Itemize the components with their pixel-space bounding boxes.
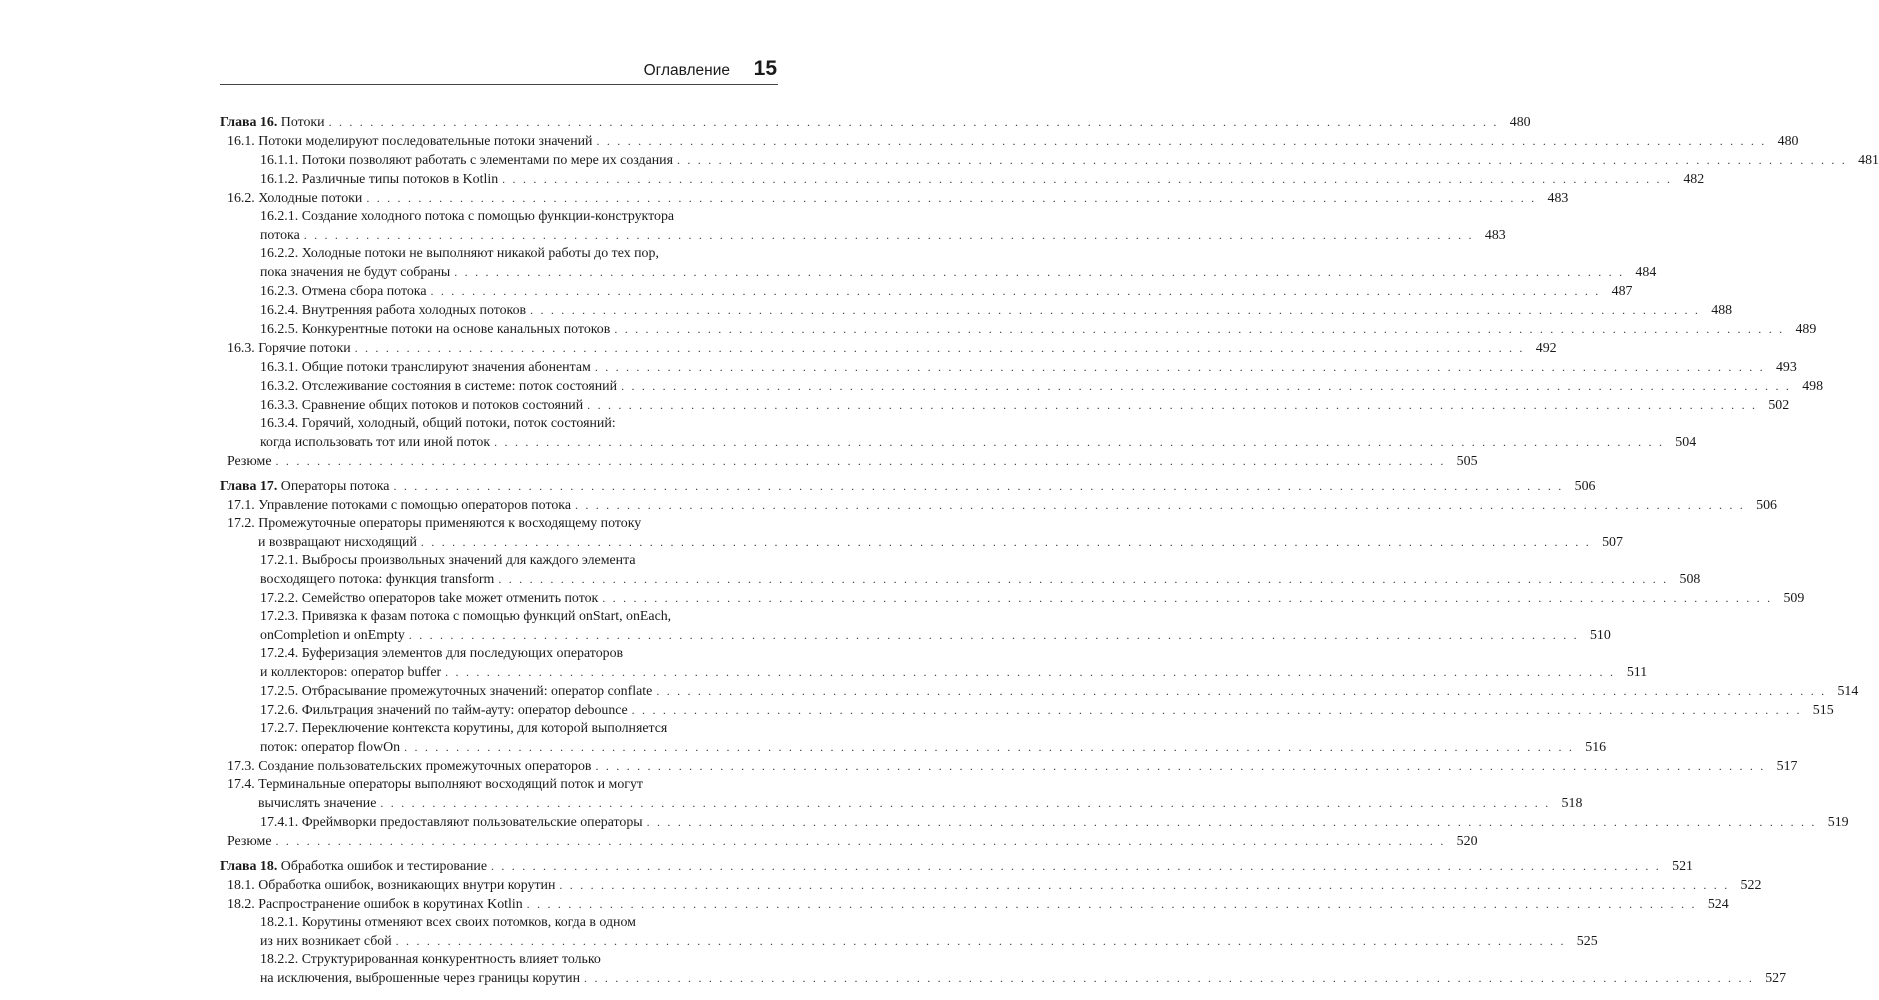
chapter-title: Обработка ошибок и тестирование (280, 859, 487, 874)
toc-entry (220, 813, 1849, 832)
dot-leader: . . . . . . . . . . . . . . . . . . . . . . . . . . . . . . . . . . . . . . . . . . . . . . . . . . . . . . . . . . . . . . . . . . . . . . . . . . . . . . . . . . . . . . . . . . . . . . . . . . . . . . . . . . . . . . . . . (498, 572, 1669, 586)
toc-entry-row (260, 226, 1506, 245)
toc-entry-title (260, 321, 610, 339)
toc-entry-row (260, 320, 1817, 339)
dot-leader: . . . . . . . . . . . . . . . . . . . . . . . . . . . . . . . . . . . . . . . . . . . . . . . . . . . . . . . . . . . . . . . . . . . . . . . . . . . . . . . . . . . . . . . . . . . . . . . . . . . . . . . . . . . . . . . . . (303, 228, 1474, 242)
dot-leader: . . . . . . . . . . . . . . . . . . . . . . . . . . . . . . . . . . . . . . . . . . . . . . . . . . . . . . . . . . . . . . . . . . . . . . . . . . . . . . . . . . . . . . . . . . . . . . . . . . . . . . . . . . . . . . . . . (631, 703, 1802, 717)
toc-entry-title (227, 497, 571, 515)
dot-leader: . . . . . . . . . . . . . . . . . . . . . . . . . . . . . . . . . . . . . . . . . . . . . . . . . . . . . . . . . . . . . . . . . . . . . . . . . . . . . . . . . . . . . . . . . . . . . . . . . . . . . . . . . . . . . . . . . (596, 134, 1767, 148)
toc-entry-line (227, 515, 778, 533)
toc-entry-text: пока значения не будут собраны (260, 265, 451, 280)
toc-page-number: 521 (1672, 859, 1693, 874)
toc-entry-row (260, 932, 1598, 951)
toc-entry-row (260, 813, 1849, 832)
toc-entry-number: 17.2.7. (260, 721, 299, 736)
chapter-label: Глава 18. (220, 859, 278, 874)
toc-page-number: 493 (1775, 360, 1797, 375)
chapter-title: Операторы потока (280, 479, 390, 494)
toc-entry-text: Фреймворки предоставляют пользовательские операторы (301, 815, 643, 830)
toc-page-number: 506 (1756, 498, 1777, 513)
toc-summary (220, 832, 1478, 851)
toc-entry-text: onCompletion и onEmpty (260, 628, 405, 643)
toc-entry (220, 245, 1657, 282)
toc-entry-number: 17.2.5. (260, 684, 299, 699)
toc-entry-number: 17.2. (227, 516, 255, 531)
toc-entry-title-line1: Переключение контекста корутины, для которой выполняется (301, 721, 668, 736)
toc-entry-title (227, 190, 362, 208)
toc-entry-text: Создание пользовательских промежуточных операторов (258, 759, 592, 774)
toc-entry-row (260, 969, 1787, 988)
toc-entry (220, 132, 1799, 151)
dot-leader: . . . . . . . . . . . . . . . . . . . . . . . . . . . . . . . . . . . . . . . . . . . . . . . . . . . . . . . . . . . . . . . . . . . . . . . . . . . . . . . . . . . . . . . . . . . . . . . . . . . . . . . . . . . . . . . . . (594, 360, 1765, 374)
toc-entry-number: 17.4.1. (260, 815, 299, 830)
dot-leader: . . . . . . . . . . . . . . . . . . . . . . . . . . . . . . . . . . . . . . . . . . . . . . . . . . . . . . . . . . . . . . . . . . . . . . . . . . . . . . . . . . . . . . . . . . . . . . . . . . . . . . . . . . . . . . . . . (404, 740, 1575, 754)
toc-entry-title-line1: Буферизация элементов для последующих операторов (301, 646, 624, 661)
toc-entry-line (260, 720, 778, 738)
dot-leader: . . . . . . . . . . . . . . . . . . . . . . . . . . . . . . . . . . . . . . . . . . . . . . . . . . . . . . . . . . . . . . . . . . . . . . . . . . . . . . . . . . . . . . . . . . . . . . . . . . . . . . . . . . . . . . . . . (454, 265, 1625, 279)
toc-entry (220, 320, 1817, 339)
toc-entry-number: 17.3. (227, 759, 255, 774)
toc-entry-title (260, 152, 673, 170)
toc-entry-title (220, 478, 389, 496)
toc-page-number: 508 (1679, 572, 1701, 587)
toc-entry-title (260, 359, 591, 377)
toc-entry-number: 17.1. (227, 498, 255, 513)
toc-entry (220, 339, 1557, 358)
toc-entry-number: 16.2.2. (260, 246, 299, 261)
toc-entry-number: 16.3.4. (260, 416, 299, 431)
dot-leader: . . . . . . . . . . . . . . . . . . . . . . . . . . . . . . . . . . . . . . . . . . . . . . . . . . . . . . . . . . . . . . . . . . . . . . . . . . . . . . . . . . . . . . . . . . . . . . . . . . . . . . . . . . . . . . . . . (408, 628, 1579, 642)
toc-entry-number: 18.1. (227, 878, 255, 893)
toc-entry-row (260, 282, 1633, 301)
toc-page-number: 502 (1768, 398, 1790, 413)
toc-entry-line (260, 552, 778, 570)
toc-entry-title (260, 378, 617, 396)
dot-leader: . . . . . . . . . . . . . . . . . . . . . . . . . . . . . . . . . . . . . . . . . . . . . . . . . . . . . . . . . . . . . . . . . . . . . . . . . . . . . . . . . . . . . . . . . . . . . . . . . . . . . . . . . . . . . . . . . (614, 322, 1785, 336)
page-number: 15 (753, 57, 777, 80)
toc-entry-row (227, 794, 1583, 813)
toc-chapter (220, 857, 1693, 876)
toc-entry-row (227, 496, 1777, 515)
toc-entry-text: Сравнение общих потоков и потоков состояний (301, 398, 584, 413)
toc-chapter (220, 477, 1596, 496)
dot-leader: . . . . . . . . . . . . . . . . . . . . . . . . . . . . . . . . . . . . . . . . . . . . . . . . . . . . . . . . . . . . . . . . . . . . . . . . . . . . . . . . . . . . . . . . . . . . . . . . . . . . . . . . . . . . . . . . . (275, 454, 1446, 468)
dot-leader: . . . . . . . . . . . . . . . . . . . . . . . . . . . . . . . . . . . . . . . . . . . . . . . . . . . . . . . . . . . . . . . . . . . . . . . . . . . . . . . . . . . . . . . . . . . . . . . . . . . . . . . . . . . . . . . . . (494, 435, 1665, 449)
dot-leader: . . . . . . . . . . . . . . . . . . . . . . . . . . . . . . . . . . . . . . . . . . . . . . . . . . . . . . . . . . . . . . . . . . . . . . . . . . . . . . . . . . . . . . . . . . . . . . . . . . . . . . . . . . . . . . . . . (595, 759, 1766, 773)
toc-entry-title (220, 114, 325, 132)
toc-entry (220, 914, 1598, 951)
toc-page-number: 504 (1675, 435, 1697, 450)
toc-page-number: 480 (1509, 115, 1531, 130)
toc-entry-number: 16.2.3. (260, 284, 299, 299)
toc-entry-row (227, 832, 1478, 851)
toc-entry-title-line1: Выбросы произвольных значений для каждого элемента (301, 553, 636, 568)
toc-summary (220, 452, 1478, 471)
toc-entry-text: Фильтрация значений по тайм-ауту: оператор debounce (301, 703, 628, 718)
toc-entry (220, 552, 1701, 589)
toc-entry-number: 16.1. (227, 134, 255, 149)
toc-entry (220, 496, 1777, 515)
toc-entry-text: на исключения, выброшенные через границы корутин (260, 971, 581, 986)
toc-entry-row (260, 396, 1790, 415)
toc-entry-title (260, 739, 400, 757)
toc-entry-line (260, 645, 778, 663)
toc-entry (220, 170, 1705, 189)
toc-page-number: 518 (1561, 796, 1583, 811)
toc-page-number: 525 (1576, 934, 1598, 949)
toc-entry-number: 17.2.4. (260, 646, 299, 661)
toc-entry-text: Обработка ошибок, возникающих внутри корутин (258, 878, 556, 893)
toc-entry-title (220, 858, 487, 876)
toc-entry (220, 189, 1569, 208)
dot-leader: . . . . . . . . . . . . . . . . . . . . . . . . . . . . . . . . . . . . . . . . . . . . . . . . . . . . . . . . . . . . . . . . . . . . . . . . . . . . . . . . . . . . . . . . . . . . . . . . . . . . . . . . . . . . . . . . . (420, 535, 1591, 549)
toc-entry (220, 720, 1607, 757)
toc-entry-title (260, 702, 628, 720)
toc-entry-number: 16.3.3. (260, 398, 299, 413)
table-of-contents (220, 113, 1879, 988)
toc-entry-text: Горячие потоки (258, 341, 351, 356)
toc-entry-title (260, 683, 652, 701)
toc-entry-title (227, 453, 272, 471)
toc-entry-number: 17.2.3. (260, 609, 299, 624)
toc-entry (220, 682, 1859, 701)
toc-entry-row (260, 151, 1879, 170)
toc-entry-title (260, 283, 426, 301)
toc-entry-row (227, 757, 1798, 776)
toc-entry-title-line1: Холодные потоки не выполняют никакой работы до тех пор, (301, 246, 659, 261)
dot-leader: . . . . . . . . . . . . . . . . . . . . . . . . . . . . . . . . . . . . . . . . . . . . . . . . . . . . . . . . . . . . . . . . . . . . . . . . . . . . . . . . . . . . . . . . . . . . . . . . . . . . . . . . . . . . . . . . . (587, 398, 1758, 412)
toc-entry-number: 16.2.1. (260, 209, 299, 224)
toc-entry-row (260, 663, 1648, 682)
toc-entry (220, 876, 1762, 895)
toc-entry-title-line1: Терминальные операторы выполняют восходящий поток и могут (258, 777, 643, 792)
toc-entry-text: и возвращают нисходящий (258, 535, 417, 550)
toc-entry-text: поток: оператор flowOn (260, 740, 401, 755)
toc-entry-title (227, 877, 555, 895)
toc-entry-title (260, 227, 300, 245)
dot-leader: . . . . . . . . . . . . . . . . . . . . . . . . . . . . . . . . . . . . . . . . . . . . . . . . . . . . . . . . . . . . . . . . . . . . . . . . . . . . . . . . . . . . . . . . . . . . . . . . . . . . . . . . . . . . . . . . . (491, 859, 1661, 873)
toc-entry-row (260, 433, 1697, 452)
toc-entry-number: 17.2.1. (260, 553, 299, 568)
toc-entry-row (227, 452, 1478, 471)
toc-entry-line (260, 914, 778, 932)
toc-entry-text: потока (260, 228, 300, 243)
toc-entry-line (260, 245, 778, 263)
header-rule (220, 84, 778, 85)
toc-entry-line (260, 951, 778, 969)
toc-page-number: 492 (1535, 341, 1557, 356)
dot-leader: . . . . . . . . . . . . . . . . . . . . . . . . . . . . . . . . . . . . . . . . . . . . . . . . . . . . . . . . . . . . . . . . . . . . . . . . . . . . . . . . . . . . . . . . . . . . . . . . . . . . . . . . . . . . . . . . . (559, 878, 1730, 892)
toc-page-number: 524 (1707, 897, 1729, 912)
dot-leader: . . . . . . . . . . . . . . . . . . . . . . . . . . . . . . . . . . . . . . . . . . . . . . . . . . . . . . . . . . . . . . . . . . . . . . . . . . . . . . . . . . . . . . . . . . . . . . . . . . . . . . . . . . . . . . . . . (393, 479, 1564, 493)
toc-entry (220, 776, 1583, 813)
toc-entry (220, 415, 1697, 452)
header-title: Оглавление (643, 62, 730, 79)
dot-leader: . . . . . . . . . . . . . . . . . . . . . . . . . . . . . . . . . . . . . . . . . . . . . . . . . . . . . . . . . . . . . . . . . . . . . . . . . . . . . . . . . . . . . . . . . . . . . . . . . . . . . . . . . . . . . . . . . (395, 934, 1566, 948)
toc-entry-text: Управление потоками с помощью операторов потока (258, 498, 571, 513)
toc-entry (220, 358, 1797, 377)
toc-entry-number: 16.2.5. (260, 322, 299, 337)
toc-entry-text: Конкурентные потоки на основе канальных потоков (301, 322, 611, 337)
toc-entry-row (260, 358, 1797, 377)
toc-entry (220, 377, 1824, 396)
toc-entry-title-line1: Промежуточные операторы применяются к восходящему потоку (258, 516, 642, 531)
toc-entry-row (260, 377, 1824, 396)
toc-entry-title (260, 970, 580, 988)
toc-entry-number: 17.2.6. (260, 703, 299, 718)
toc-entry-number: 16.3.1. (260, 360, 299, 375)
toc-entry-title-line1: Горячий, холодный, общий потоки, поток состояний: (301, 416, 616, 431)
toc-entry-text: из них возникает сбой (260, 934, 392, 949)
toc-entry-text: Семейство операторов take может отменить поток (301, 591, 599, 606)
toc-entry-row (227, 876, 1762, 895)
toc-page-number: 483 (1484, 228, 1506, 243)
toc-page-number: 514 (1837, 684, 1859, 699)
toc-entry-title (258, 534, 417, 552)
chapter-title: Потоки (280, 115, 325, 130)
toc-entry-text: Распространение ошибок в корутинах Kotlin (258, 897, 523, 912)
toc-entry-number: 18.2.1. (260, 915, 299, 930)
toc-entry-title (260, 664, 441, 682)
toc-entry-title (227, 758, 592, 776)
dot-leader: . . . . . . . . . . . . . . . . . . . . . . . . . . . . . . . . . . . . . . . . . . . . . . . . . . . . . . . . . . . . . . . . . . . . . . . . . . . . . . . . . . . . . . . . . . . . . . . . . . . . . . . . . . . . . . . . . (445, 665, 1616, 679)
toc-entry-title (227, 833, 272, 851)
dot-leader: . . . . . . . . . . . . . . . . . . . . . . . . . . . . . . . . . . . . . . . . . . . . . . . . . . . . . . . . . . . . . . . . . . . . . . . . . . . . . . . . . . . . . . . . . . . . . . . . . . . . . . . . . . . . . . . . . (621, 379, 1792, 393)
toc-entry-text: Отмена сбора потока (301, 284, 427, 299)
toc-page-number: 489 (1795, 322, 1817, 337)
dot-leader: . . . . . . . . . . . . . . . . . . . . . . . . . . . . . . . . . . . . . . . . . . . . . . . . . . . . . . . . . . . . . . . . . . . . . . . . . . . . . . . . . . . . . . . . . . . . . . . . . . . . . . . . . . . . . . . . . (677, 153, 1847, 167)
toc-entry-row (260, 682, 1859, 701)
toc-page-number: 522 (1740, 878, 1762, 893)
toc-page-number: 488 (1711, 303, 1733, 318)
toc-page-number: 482 (1683, 172, 1705, 187)
dot-leader: . . . . . . . . . . . . . . . . . . . . . . . . . . . . . . . . . . . . . . . . . . . . . . . . . . . . . . . . . . . . . . . . . . . . . . . . . . . . . . . . . . . . . . . . . . . . . . . . . . . . . . . . . . . . . . . . . (646, 815, 1817, 829)
dot-leader: . . . . . . . . . . . . . . . . . . . . . . . . . . . . . . . . . . . . . . . . . . . . . . . . . . . . . . . . . . . . . . . . . . . . . . . . . . . . . . . . . . . . . . . . . . . . . . . . . . . . . . . . . . . . . . . . . (656, 684, 1827, 698)
toc-entry (220, 208, 1506, 245)
toc-entry (220, 757, 1798, 776)
toc-entry-number: 18.2. (227, 897, 255, 912)
toc-entry-text: Резюме (227, 454, 272, 469)
toc-entry-title (227, 896, 523, 914)
toc-entry-row (260, 170, 1705, 189)
toc-entry-title (260, 933, 392, 951)
toc-entry-title (258, 795, 376, 813)
dot-leader: . . . . . . . . . . . . . . . . . . . . . . . . . . . . . . . . . . . . . . . . . . . . . . . . . . . . . . . . . . . . . . . . . . . . . . . . . . . . . . . . . . . . . . . . . . . . . . . . . . . . . . . . . . . . . . . . . (526, 897, 1697, 911)
toc-entry (220, 301, 1733, 320)
toc-entry-number: 16.3.2. (260, 379, 299, 394)
toc-page-number: 506 (1574, 479, 1596, 494)
toc-entry-row (260, 626, 1611, 645)
chapter-label: Глава 16. (220, 115, 278, 130)
toc-page-number: 480 (1777, 134, 1799, 149)
toc-entry-title (227, 340, 351, 358)
toc-entry-row (260, 589, 1805, 608)
toc-entry-text: Внутренняя работа холодных потоков (301, 303, 527, 318)
toc-entry-row (260, 263, 1657, 282)
toc-entry-row (220, 477, 1596, 496)
toc-entry-number: 16.1.1. (260, 153, 299, 168)
toc-page-number: 481 (1858, 153, 1879, 168)
dot-leader: . . . . . . . . . . . . . . . . . . . . . . . . . . . . . . . . . . . . . . . . . . . . . . . . . . . . . . . . . . . . . . . . . . . . . . . . . . . . . . . . . . . . . . . . . . . . . . . . . . . . . . . . . . . . . . . . . (602, 591, 1773, 605)
toc-page-number: 510 (1589, 628, 1611, 643)
toc-page-number: 487 (1611, 284, 1633, 299)
toc-chapter (220, 113, 1531, 132)
toc-entry-row (260, 301, 1733, 320)
toc-page-number: 498 (1802, 379, 1824, 394)
toc-entry-text: Общие потоки транслируют значения абонентам (301, 360, 591, 375)
toc-entry-number: 16.3. (227, 341, 255, 356)
toc-entry-title-line1: Создание холодного потока с помощью функции-конструктора (301, 209, 675, 224)
toc-entry-text: Различные типы потоков в Kotlin (301, 172, 499, 187)
dot-leader: . . . . . . . . . . . . . . . . . . . . . . . . . . . . . . . . . . . . . . . . . . . . . . . . . . . . . . . . . . . . . . . . . . . . . . . . . . . . . . . . . . . . . . . . . . . . . . . . . . . . . . . . . . . . . . . . . (430, 284, 1601, 298)
toc-entry-text: вычислять значение (258, 796, 377, 811)
toc-entry-line (260, 415, 778, 433)
toc-entry-row (227, 533, 1623, 552)
toc-entry-title (260, 590, 598, 608)
toc-entry-number: 18.2.2. (260, 952, 299, 967)
toc-entry (220, 895, 1729, 914)
dot-leader: . . . . . . . . . . . . . . . . . . . . . . . . . . . . . . . . . . . . . . . . . . . . . . . . . . . . . . . . . . . . . . . . . . . . . . . . . . . . . . . . . . . . . . . . . . . . . . . . . . . . . . . . . . . . . . . . . (328, 115, 1499, 129)
toc-entry (220, 396, 1790, 415)
toc-entry-title (260, 171, 498, 189)
toc-entry (220, 701, 1834, 720)
toc-entry-text: Холодные потоки (258, 191, 363, 206)
toc-entry-title-line1: Корутины отменяют всех своих потомков, когда в одном (301, 915, 636, 930)
toc-entry-row (220, 857, 1693, 876)
dot-leader: . . . . . . . . . . . . . . . . . . . . . . . . . . . . . . . . . . . . . . . . . . . . . . . . . . . . . . . . . . . . . . . . . . . . . . . . . . . . . . . . . . . . . . . . . . . . . . . . . . . . . . . . . . . . . . . . . (574, 498, 1745, 512)
toc-entry-text: Отслеживание состояния в системе: поток состояний (301, 379, 618, 394)
toc-entry (220, 151, 1879, 170)
toc-entry-title (260, 397, 583, 415)
toc-page-number: 507 (1602, 535, 1623, 550)
toc-page-number: 511 (1626, 665, 1648, 680)
toc-entry-title-line1: Структурированная конкурентность влияет только (301, 952, 601, 967)
toc-entry-row (227, 895, 1729, 914)
toc-page-number: 509 (1783, 591, 1805, 606)
toc-entry-number: 16.1.2. (260, 172, 299, 187)
toc-entry-row (227, 339, 1557, 358)
toc-page-number: 527 (1765, 971, 1787, 986)
toc-entry-row (227, 189, 1569, 208)
toc-entry-text: Резюме (227, 834, 272, 849)
toc-entry-title (260, 571, 494, 589)
dot-leader: . . . . . . . . . . . . . . . . . . . . . . . . . . . . . . . . . . . . . . . . . . . . . . . . . . . . . . . . . . . . . . . . . . . . . . . . . . . . . . . . . . . . . . . . . . . . . . . . . . . . . . . . . . . . . . . . . (530, 303, 1701, 317)
toc-page-number: 520 (1456, 834, 1478, 849)
toc-entry-title (260, 264, 450, 282)
toc-page-number: 517 (1776, 759, 1798, 774)
toc-page-number: 505 (1456, 454, 1478, 469)
toc-page-number: 484 (1635, 265, 1657, 280)
dot-leader: . . . . . . . . . . . . . . . . . . . . . . . . . . . . . . . . . . . . . . . . . . . . . . . . . . . . . . . . . . . . . . . . . . . . . . . . . . . . . . . . . . . . . . . . . . . . . . . . . . . . . . . . . . . . . . . . . (584, 971, 1755, 985)
toc-entry-row (220, 113, 1531, 132)
running-header (220, 58, 778, 84)
toc-entry-text: и коллекторов: оператор buffer (260, 665, 442, 680)
toc-entry-text: Отбрасывание промежуточных значений: оператор conflate (301, 684, 653, 699)
toc-entry-text: Потоки позволяют работать с элементами по мере их создания (301, 153, 673, 168)
toc-entry (220, 951, 1787, 988)
dot-leader: . . . . . . . . . . . . . . . . . . . . . . . . . . . . . . . . . . . . . . . . . . . . . . . . . . . . . . . . . . . . . . . . . . . . . . . . . . . . . . . . . . . . . . . . . . . . . . . . . . . . . . . . . . . . . . . . . (380, 796, 1551, 810)
toc-entry (220, 282, 1633, 301)
toc-entry-line (260, 208, 778, 226)
toc-entry-row (227, 132, 1799, 151)
toc-entry (220, 515, 1623, 552)
toc-entry-text: Потоки моделируют последовательные потоки значений (258, 134, 593, 149)
toc-entry (220, 608, 1611, 645)
toc-entry-title (227, 133, 593, 151)
toc-page-number: 519 (1827, 815, 1849, 830)
toc-page-number: 516 (1585, 740, 1607, 755)
toc-entry-number: 17.2.2. (260, 591, 299, 606)
toc-entry-text: восходящего потока: функция transform (260, 572, 495, 587)
toc-entry-row (260, 738, 1607, 757)
dot-leader: . . . . . . . . . . . . . . . . . . . . . . . . . . . . . . . . . . . . . . . . . . . . . . . . . . . . . . . . . . . . . . . . . . . . . . . . . . . . . . . . . . . . . . . . . . . . . . . . . . . . . . . . . . . . . . . . . (354, 341, 1525, 355)
toc-entry (220, 645, 1648, 682)
toc-entry-title (260, 814, 643, 832)
dot-leader: . . . . . . . . . . . . . . . . . . . . . . . . . . . . . . . . . . . . . . . . . . . . . . . . . . . . . . . . . . . . . . . . . . . . . . . . . . . . . . . . . . . . . . . . . . . . . . . . . . . . . . . . . . . . . . . . . (502, 172, 1673, 186)
toc-entry-number: 16.2. (227, 191, 255, 206)
toc-entry-row (260, 570, 1701, 589)
dot-leader: . . . . . . . . . . . . . . . . . . . . . . . . . . . . . . . . . . . . . . . . . . . . . . . . . . . . . . . . . . . . . . . . . . . . . . . . . . . . . . . . . . . . . . . . . . . . . . . . . . . . . . . . . . . . . . . . . (275, 834, 1446, 848)
toc-entry-number: 16.2.4. (260, 303, 299, 318)
toc-entry-title (260, 434, 490, 452)
toc-entry-title-line1: Привязка к фазам потока с помощью функций onStart, onEach, (301, 609, 672, 624)
toc-entry-text: когда использовать тот или иной поток (260, 435, 491, 450)
toc-entry-title (260, 627, 405, 645)
toc-entry-row (260, 701, 1834, 720)
toc-entry-number: 17.4. (227, 777, 255, 792)
toc-page-number: 515 (1812, 703, 1834, 718)
toc-entry-title (260, 302, 526, 320)
toc-entry-line (260, 608, 778, 626)
dot-leader: . . . . . . . . . . . . . . . . . . . . . . . . . . . . . . . . . . . . . . . . . . . . . . . . . . . . . . . . . . . . . . . . . . . . . . . . . . . . . . . . . . . . . . . . . . . . . . . . . . . . . . . . . . . . . . . . . (366, 191, 1537, 205)
toc-entry (220, 589, 1805, 608)
toc-entry-line (227, 776, 778, 794)
toc-page-number: 483 (1547, 191, 1569, 206)
chapter-label: Глава 17. (220, 479, 278, 494)
